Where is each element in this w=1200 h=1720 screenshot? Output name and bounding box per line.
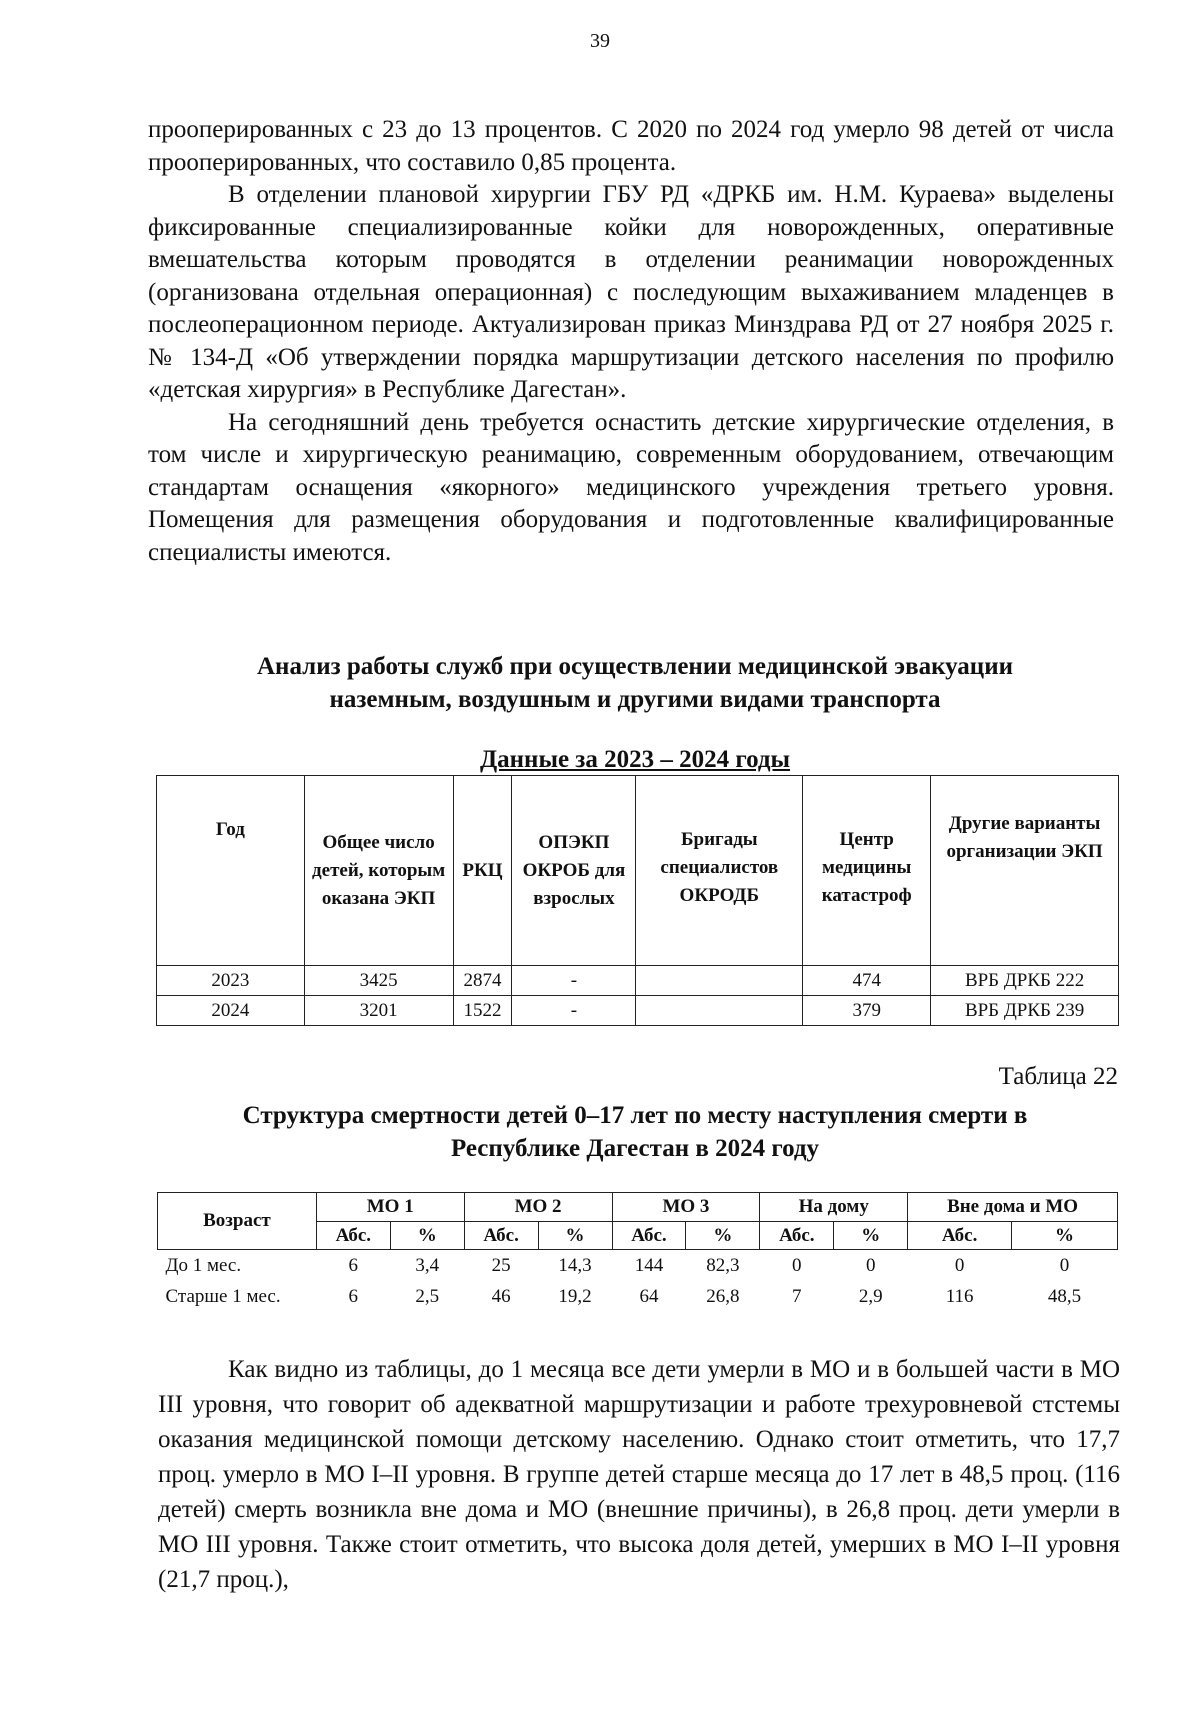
cell-year: 2023 [157, 966, 305, 996]
cell-rkc: 1522 [453, 996, 512, 1026]
col-year: Год [157, 776, 305, 966]
col-age: Возраст [158, 1193, 317, 1250]
intro-text [148, 114, 1114, 569]
cell-home-abs: 7 [792, 1285, 802, 1307]
col-mo2: МО 2 [464, 1193, 612, 1222]
cell-age: До 1 мес. [165, 1254, 242, 1276]
cell-home-abs: 0 [792, 1254, 802, 1276]
cell-mo3-pct: 26,8 [706, 1285, 740, 1307]
mortality-table [157, 1192, 1118, 1312]
col-mo3-abs: Абс. [612, 1222, 686, 1250]
evacuation-subtitle-wrap [150, 745, 1120, 775]
table-row [158, 1281, 1118, 1312]
evacuation-title-line-2: наземным, воздушным и другими видами транспорта [329, 686, 941, 713]
evacuation-title-line-1: Анализ работы служб при осуществлении медицинской эвакуации [256, 653, 1014, 680]
col-mo1-abs: Абс. [316, 1222, 390, 1250]
cell-home-pct: 0 [865, 1254, 876, 1276]
col-home-abs: Абс. [760, 1222, 834, 1250]
col-outside: Вне дома и МО [908, 1193, 1118, 1222]
cell-mo1-abs: 6 [348, 1285, 359, 1307]
table-row [158, 1250, 1118, 1282]
intro-paragraph-2: В отделении плановой хирургии ГБУ РД «ДРКБ им. Н.М. Кураева» выделены фиксированные специализированные койки для новорожденных, оперативные вмешательства которым проводятся в отделении реанимации новорожденных (организована отдельная операционная) с последующим выхаживанием младенцев в послеоперационном периоде. Актуализирован приказ Минздрава РД от 27 ноября 2025 г. № 134-Д «Об утверждении порядка маршрутизации детского населения по профилю «детская хирургия» в Республике Дагестан». [148, 181, 1114, 403]
col-mo2-abs: Абс. [464, 1222, 538, 1250]
cell-mo3-abs: 144 [634, 1254, 664, 1276]
col-brigades: Бригады специалистов ОКРОДБ [636, 776, 803, 966]
mortality-title-line-2: Республике Дагестан в 2024 году [450, 1135, 820, 1162]
cell-mo2-abs: 46 [491, 1285, 511, 1307]
col-mo1: МО 1 [316, 1193, 464, 1222]
col-rkc: РКЦ [453, 776, 512, 966]
col-other-options: Другие варианты организации ЭКП [931, 776, 1119, 966]
col-mo2-pct: % [538, 1222, 612, 1250]
col-home-pct: % [834, 1222, 908, 1250]
conclusion-paragraph: Как видно из таблицы, до 1 месяца все дети умерли в МО и в большей части в МО III уровня, что говорит об адекватной маршрутизации и работе трехуровневой стстемы оказания медицинской помощи детскому населению. Однако стоит отметить, что 17,7 проц. умерло в МО I–II уровня. В группе детей старше месяца до 17 лет в 48,5 проц. (116 детей) смерть возникла вне дома и МО (внешние причины), в 26,8 проц. дети умерли в МО III уровня. Также стоит отметить, что высока доля детей, умерших в МО I–II уровня (21,7 проц.), [158, 1356, 1120, 1593]
col-outside-abs: Абс. [908, 1222, 1012, 1250]
col-mo3-pct: % [686, 1222, 760, 1250]
evacuation-header-row [157, 776, 1119, 966]
cell-mo1-pct: 2,5 [415, 1285, 440, 1307]
evacuation-table [156, 775, 1119, 1026]
mortality-heading [150, 1099, 1120, 1165]
mortality-title-line-1: Структура смертности детей 0–17 лет по месту наступления смерти в [242, 1102, 1028, 1129]
cell-center: 474 [803, 966, 931, 996]
cell-brigades [636, 996, 803, 1026]
cell-outside-abs: 0 [954, 1254, 965, 1276]
cell-other: ВРБ ДРКБ 239 [931, 996, 1119, 1026]
cell-mo1-abs: 6 [348, 1254, 359, 1276]
table-row [157, 996, 1119, 1026]
table-label: Таблица 22 [998, 1063, 1118, 1090]
cell-age: Старше 1 мес. [165, 1285, 281, 1307]
cell-mo2-pct: 19,2 [558, 1285, 592, 1307]
cell-other: ВРБ ДРКБ 222 [931, 966, 1119, 996]
col-opekp: ОПЭКП ОКРОБ для взрослых [512, 776, 636, 966]
cell-home-pct: 2,9 [858, 1285, 883, 1307]
evacuation-heading [150, 650, 1120, 716]
cell-opekp: - [512, 996, 636, 1026]
cell-mo3-pct: 82,3 [706, 1254, 740, 1276]
cell-opekp: - [512, 966, 636, 996]
col-disaster-center: Центр медицины катастроф [803, 776, 931, 966]
cell-brigades [636, 966, 803, 996]
cell-rkc: 2874 [453, 966, 512, 996]
evacuation-subtitle: Данные за 2023 – 2024 годы [479, 746, 791, 773]
cell-mo3-abs: 64 [639, 1285, 659, 1307]
col-home: На дому [760, 1193, 908, 1222]
cell-outside-pct: 0 [1059, 1254, 1070, 1276]
page-number: 39 [590, 30, 610, 52]
cell-mo2-abs: 25 [491, 1254, 511, 1276]
cell-year: 2024 [157, 996, 305, 1026]
col-mo3: МО 3 [612, 1193, 760, 1222]
intro-paragraph-1: прооперированных с 23 до 13 процентов. С 2020 по 2024 год умерло 98 детей от числа прооперированных, что составило 0,85 процента. [148, 116, 1114, 176]
cell-outside-abs: 116 [945, 1285, 974, 1307]
cell-total: 3201 [304, 996, 453, 1026]
table-row [157, 966, 1119, 996]
cell-mo2-pct: 14,3 [558, 1254, 592, 1276]
cell-outside-pct: 48,5 [1047, 1285, 1082, 1307]
cell-center: 379 [803, 996, 931, 1026]
col-total-children: Общее число детей, которым оказана ЭКП [304, 776, 453, 966]
mortality-header-row [158, 1193, 1118, 1222]
cell-mo1-pct: 3,4 [415, 1254, 440, 1276]
cell-total: 3425 [304, 966, 453, 996]
conclusion-text [158, 1352, 1120, 1597]
intro-paragraph-3: На сегодняшний день требуется оснастить детские хирургические отделения, в том числе и хирургическую реанимацию, современным оборудованием, отвечающим стандартам оснащения «якорного» медицинского учреждения третьего уровня. Помещения для размещения оборудования и подготовленные квалифицированные специалисты имеются. [148, 408, 1114, 566]
col-mo1-pct: % [390, 1222, 464, 1250]
col-outside-pct: % [1012, 1222, 1118, 1250]
